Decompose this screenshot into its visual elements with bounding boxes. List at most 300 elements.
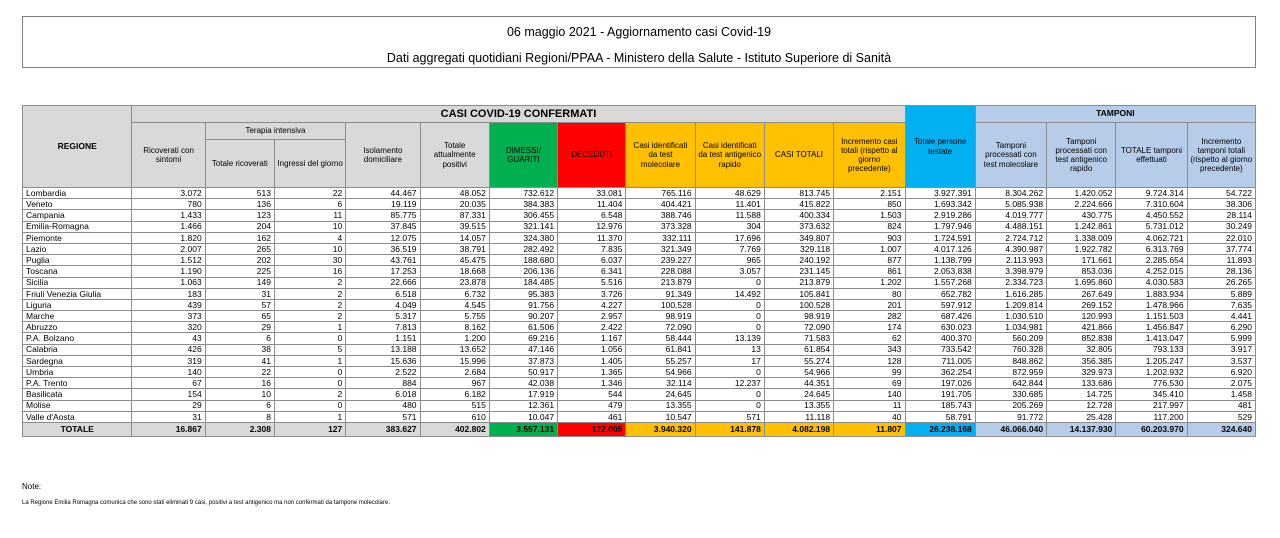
data-cell: 1.034.981 <box>975 322 1046 333</box>
data-cell: 426 <box>132 344 205 355</box>
data-cell: 321.141 <box>489 221 557 232</box>
data-cell: 123 <box>205 210 274 221</box>
data-cell: 14.057 <box>420 232 489 243</box>
data-cell: 850 <box>834 199 905 210</box>
data-cell: 38 <box>205 344 274 355</box>
data-cell: 133.686 <box>1047 378 1116 389</box>
header-ingressi-giorno: Ingressi del giorno <box>274 140 345 188</box>
data-cell: 240.192 <box>764 255 833 266</box>
total-cell: 11.807 <box>834 422 905 436</box>
data-cell: 32.114 <box>626 378 695 389</box>
region-name-cell: Calabria <box>23 344 132 355</box>
data-cell: 128 <box>834 355 905 366</box>
data-cell: 0 <box>695 389 764 400</box>
data-cell: 33.081 <box>558 188 626 199</box>
data-cell: 30 <box>274 255 345 266</box>
data-cell: 0 <box>274 378 345 389</box>
data-cell: 17.253 <box>346 266 420 277</box>
data-cell: 217.997 <box>1116 400 1187 411</box>
data-cell: 100.528 <box>764 299 833 310</box>
data-cell: 3.057 <box>695 266 764 277</box>
data-cell: 50.917 <box>489 367 557 378</box>
data-cell: 0 <box>695 311 764 322</box>
table-row <box>23 333 1256 344</box>
data-cell: 44.351 <box>764 378 833 389</box>
data-cell: 239.227 <box>626 255 695 266</box>
data-cell: 0 <box>274 400 345 411</box>
region-name-cell: Sardegna <box>23 355 132 366</box>
region-name-cell: P.A. Bolzano <box>23 333 132 344</box>
data-cell: 55.257 <box>626 355 695 366</box>
data-cell: 55.274 <box>764 355 833 366</box>
data-cell: 26.265 <box>1187 277 1255 288</box>
total-cell: 14.137.930 <box>1047 422 1116 436</box>
region-name-cell: Puglia <box>23 255 132 266</box>
data-cell: 205.269 <box>975 400 1046 411</box>
data-cell: 0 <box>695 367 764 378</box>
data-cell: 202 <box>205 255 274 266</box>
data-cell: 72.090 <box>764 322 833 333</box>
notes-title: Note: <box>22 482 42 491</box>
data-cell: 2 <box>274 299 345 310</box>
data-cell: 7.769 <box>695 243 764 254</box>
data-cell: 120.993 <box>1047 311 1116 322</box>
region-name-cell: Lazio <box>23 243 132 254</box>
data-cell: 1.503 <box>834 210 905 221</box>
data-cell: 91.349 <box>626 288 695 299</box>
data-cell: 10.547 <box>626 411 695 422</box>
data-cell: 1.209.814 <box>975 299 1046 310</box>
region-name-cell: Valle d'Aosta <box>23 411 132 422</box>
data-cell: 7.635 <box>1187 299 1255 310</box>
data-cell: 162 <box>205 232 274 243</box>
data-cell: 231.145 <box>764 266 833 277</box>
header-tamponi: TAMPONI <box>975 106 1255 123</box>
data-cell: 12.237 <box>695 378 764 389</box>
table-row <box>23 322 1256 333</box>
data-cell: 1 <box>274 355 345 366</box>
data-cell: 29 <box>205 322 274 333</box>
data-cell: 31 <box>132 411 205 422</box>
data-cell: 29 <box>132 400 205 411</box>
data-cell: 5.999 <box>1187 333 1255 344</box>
data-cell: 13.355 <box>764 400 833 411</box>
region-name-cell: Lombardia <box>23 188 132 199</box>
data-cell: 760.328 <box>975 344 1046 355</box>
total-cell: 16.867 <box>132 422 205 436</box>
data-cell: 8.162 <box>420 322 489 333</box>
data-cell: 18.668 <box>420 266 489 277</box>
data-cell: 6.920 <box>1187 367 1255 378</box>
report-subtitle: Dati aggregati quotidiani Regioni/PPAA - Ministero della Salute - Istituto Superiore di Sanità <box>386 51 892 65</box>
data-cell: 48.629 <box>695 188 764 199</box>
data-cell: 13.652 <box>420 344 489 355</box>
region-name-cell: Abruzzo <box>23 322 132 333</box>
data-cell: 404.421 <box>626 199 695 210</box>
data-cell: 388.746 <box>626 210 695 221</box>
data-cell: 85.775 <box>346 210 420 221</box>
data-cell: 71.583 <box>764 333 833 344</box>
data-cell: 62 <box>834 333 905 344</box>
data-cell: 31 <box>205 288 274 299</box>
data-cell: 140 <box>834 389 905 400</box>
table-row <box>23 389 1256 400</box>
data-cell: 853.036 <box>1047 266 1116 277</box>
data-cell: 2 <box>274 288 345 299</box>
data-cell: 100.528 <box>626 299 695 310</box>
data-cell: 479 <box>558 400 626 411</box>
covid-data-table <box>22 105 1256 437</box>
data-cell: 1.512 <box>132 255 205 266</box>
data-cell: 884 <box>346 378 420 389</box>
data-cell: 5.731.012 <box>1116 221 1187 232</box>
region-name-cell: Piemonte <box>23 232 132 243</box>
total-cell: 3.557.131 <box>489 422 557 436</box>
data-cell: 304 <box>695 221 764 232</box>
data-cell: 197.026 <box>905 378 975 389</box>
data-cell: 1.205.247 <box>1116 355 1187 366</box>
data-cell: 47.146 <box>489 344 557 355</box>
notes-text: La Regione Emilia Romagna comunica che sono stati eliminati 9 casi, positivi a test antigenico ma non confermati da tampone molecolare. <box>22 500 390 506</box>
data-cell: 1.413.047 <box>1116 333 1187 344</box>
header-casi-antigenico: Casi identificati da test antigenico rapido <box>695 123 764 188</box>
report-title: 06 maggio 2021 - Aggiornamento casi Covid-19 <box>506 25 772 39</box>
data-cell: 529 <box>1187 411 1255 422</box>
data-cell: 306.455 <box>489 210 557 221</box>
data-cell: 45.475 <box>420 255 489 266</box>
data-cell: 776.530 <box>1116 378 1187 389</box>
data-cell: 1.030.510 <box>975 311 1046 322</box>
data-cell: 1.922.782 <box>1047 243 1116 254</box>
data-cell: 174 <box>834 322 905 333</box>
data-cell: 2 <box>274 277 345 288</box>
data-cell: 560.209 <box>975 333 1046 344</box>
total-cell: 383.627 <box>346 422 420 436</box>
data-cell: 36.519 <box>346 243 420 254</box>
data-cell: 17.919 <box>489 389 557 400</box>
data-cell: 4.545 <box>420 299 489 310</box>
data-cell: 24.645 <box>626 389 695 400</box>
header-incremento-tamponi: Incremento tamponi totali (rispetto al giorno precedente) <box>1187 123 1255 188</box>
data-cell: 171.661 <box>1047 255 1116 266</box>
data-cell: 98.919 <box>626 311 695 322</box>
data-cell: 117.200 <box>1116 411 1187 422</box>
data-cell: 1.138.799 <box>905 255 975 266</box>
region-name-cell: Campania <box>23 210 132 221</box>
data-cell: 877 <box>834 255 905 266</box>
table-row <box>23 311 1256 322</box>
data-cell: 28.114 <box>1187 210 1255 221</box>
table-row <box>23 277 1256 288</box>
total-label-cell: TOTALE <box>23 422 132 436</box>
data-cell: 8 <box>205 411 274 422</box>
data-cell: 1 <box>274 411 345 422</box>
data-cell: 515 <box>420 400 489 411</box>
data-cell: 6.548 <box>558 210 626 221</box>
data-cell: 872.959 <box>975 367 1046 378</box>
data-cell: 6.518 <box>346 288 420 299</box>
data-cell: 87.331 <box>420 210 489 221</box>
total-cell: 324.640 <box>1187 422 1255 436</box>
data-cell: 183 <box>132 288 205 299</box>
table-row <box>23 266 1256 277</box>
data-cell: 349.807 <box>764 232 833 243</box>
data-cell: 13 <box>695 344 764 355</box>
data-cell: 38.306 <box>1187 199 1255 210</box>
data-cell: 24.645 <box>764 389 833 400</box>
data-cell: 903 <box>834 232 905 243</box>
data-cell: 228.088 <box>626 266 695 277</box>
data-cell: 11.118 <box>764 411 833 422</box>
data-cell: 44.467 <box>346 188 420 199</box>
data-cell: 72.090 <box>626 322 695 333</box>
table-row <box>23 299 1256 310</box>
data-cell: 513 <box>205 188 274 199</box>
data-cell: 136 <box>205 199 274 210</box>
data-cell: 1.063 <box>132 277 205 288</box>
data-cell: 23.878 <box>420 277 489 288</box>
data-cell: 9.724.314 <box>1116 188 1187 199</box>
data-cell: 13.355 <box>626 400 695 411</box>
data-cell: 6.182 <box>420 389 489 400</box>
data-cell: 57 <box>205 299 274 310</box>
data-cell: 98.919 <box>764 311 833 322</box>
data-cell: 1.202 <box>834 277 905 288</box>
data-cell: 4.488.151 <box>975 221 1046 232</box>
data-cell: 54.722 <box>1187 188 1255 199</box>
data-cell: 91.772 <box>975 411 1046 422</box>
data-cell: 1.693.342 <box>905 199 975 210</box>
data-cell: 1.405 <box>558 355 626 366</box>
data-cell: 1.695.860 <box>1047 277 1116 288</box>
data-cell: 544 <box>558 389 626 400</box>
data-cell: 430.775 <box>1047 210 1116 221</box>
data-cell: 30.249 <box>1187 221 1255 232</box>
data-cell: 4.062.721 <box>1116 232 1187 243</box>
data-cell: 225 <box>205 266 274 277</box>
data-cell: 22.666 <box>346 277 420 288</box>
data-cell: 362.254 <box>905 367 975 378</box>
data-cell: 267.649 <box>1047 288 1116 299</box>
data-cell: 6.732 <box>420 288 489 299</box>
data-cell: 20.035 <box>420 199 489 210</box>
data-cell: 15.636 <box>346 355 420 366</box>
table-row <box>23 367 1256 378</box>
data-cell: 10.047 <box>489 411 557 422</box>
data-cell: 2.053.838 <box>905 266 975 277</box>
table-row <box>23 243 1256 254</box>
data-cell: 5.085.938 <box>975 199 1046 210</box>
header-totale-ricoverati: Totale ricoverati <box>205 140 274 188</box>
data-cell: 37.845 <box>346 221 420 232</box>
data-cell: 206.136 <box>489 266 557 277</box>
data-cell: 319 <box>132 355 205 366</box>
total-cell: 46.066.040 <box>975 422 1046 436</box>
data-cell: 6 <box>205 333 274 344</box>
data-cell: 965 <box>695 255 764 266</box>
data-cell: 1.724.591 <box>905 232 975 243</box>
data-cell: 12.361 <box>489 400 557 411</box>
total-cell: 3.940.320 <box>626 422 695 436</box>
total-cell: 127 <box>274 422 345 436</box>
data-cell: 1.007 <box>834 243 905 254</box>
data-cell: 149 <box>205 277 274 288</box>
data-cell: 0 <box>274 367 345 378</box>
data-cell: 13.139 <box>695 333 764 344</box>
total-row <box>23 422 1256 436</box>
table-row <box>23 288 1256 299</box>
data-cell: 610 <box>420 411 489 422</box>
data-cell: 39.515 <box>420 221 489 232</box>
region-name-cell: Marche <box>23 311 132 322</box>
data-cell: 3.726 <box>558 288 626 299</box>
table-row <box>23 355 1256 366</box>
region-name-cell: Toscana <box>23 266 132 277</box>
table-row <box>23 378 1256 389</box>
header-tamponi-antigenico: Tamponi processati con test antigenico rapido <box>1047 123 1116 188</box>
region-name-cell: Molise <box>23 400 132 411</box>
data-cell: 22 <box>274 188 345 199</box>
data-cell: 32.805 <box>1047 344 1116 355</box>
data-cell: 4.019.777 <box>975 210 1046 221</box>
data-cell: 415.822 <box>764 199 833 210</box>
data-cell: 1.433 <box>132 210 205 221</box>
data-cell: 400.370 <box>905 333 975 344</box>
data-cell: 1.200 <box>420 333 489 344</box>
data-cell: 6.290 <box>1187 322 1255 333</box>
data-cell: 1.242.861 <box>1047 221 1116 232</box>
header-casi-confermati: CASI COVID-19 CONFERMATI <box>132 106 905 123</box>
region-name-cell: Basilicata <box>23 389 132 400</box>
table-row <box>23 188 1256 199</box>
table-row <box>23 400 1256 411</box>
data-cell: 813.745 <box>764 188 833 199</box>
data-cell: 4.450.552 <box>1116 210 1187 221</box>
header-totale-persone-testate: Totale persone testate <box>905 106 975 188</box>
data-cell: 384.383 <box>489 199 557 210</box>
data-cell: 185.743 <box>905 400 975 411</box>
data-cell: 852.838 <box>1047 333 1116 344</box>
data-cell: 345.410 <box>1116 389 1187 400</box>
data-cell: 765.116 <box>626 188 695 199</box>
data-cell: 13.188 <box>346 344 420 355</box>
data-cell: 22 <box>205 367 274 378</box>
data-cell: 1.797.946 <box>905 221 975 232</box>
data-cell: 1 <box>274 322 345 333</box>
data-cell: 282 <box>834 311 905 322</box>
data-cell: 1.557.268 <box>905 277 975 288</box>
header-incremento-casi: Incremento casi totali (rispetto al giorno precedente) <box>834 123 905 188</box>
data-cell: 373.328 <box>626 221 695 232</box>
data-cell: 6.018 <box>346 389 420 400</box>
data-cell: 652.782 <box>905 288 975 299</box>
data-cell: 861 <box>834 266 905 277</box>
data-cell: 67 <box>132 378 205 389</box>
data-cell: 282.492 <box>489 243 557 254</box>
region-name-cell: Liguria <box>23 299 132 310</box>
data-cell: 11.893 <box>1187 255 1255 266</box>
data-cell: 2.075 <box>1187 378 1255 389</box>
header-deceduti: DECEDUTI <box>558 123 626 188</box>
data-cell: 2.285.654 <box>1116 255 1187 266</box>
data-cell: 642.844 <box>975 378 1046 389</box>
data-cell: 17.696 <box>695 232 764 243</box>
data-cell: 12.075 <box>346 232 420 243</box>
header-terapia-intensiva: Terapia intensiva <box>205 123 346 140</box>
data-cell: 265 <box>205 243 274 254</box>
data-cell: 58.444 <box>626 333 695 344</box>
data-cell: 99 <box>834 367 905 378</box>
data-cell: 1.056 <box>558 344 626 355</box>
data-cell: 11 <box>274 210 345 221</box>
header-tamponi-molecolare: Tamponi processati con test molecolare <box>975 123 1046 188</box>
data-cell: 17 <box>695 355 764 366</box>
data-cell: 630.023 <box>905 322 975 333</box>
data-cell: 204 <box>205 221 274 232</box>
region-name-cell: Umbria <box>23 367 132 378</box>
header-ricoverati-sintomi: Ricoverati con sintomi <box>132 123 205 188</box>
data-cell: 15.996 <box>420 355 489 366</box>
data-cell: 91.756 <box>489 299 557 310</box>
data-cell: 43.761 <box>346 255 420 266</box>
table-row <box>23 411 1256 422</box>
table-row <box>23 210 1256 221</box>
data-cell: 1.346 <box>558 378 626 389</box>
table-row <box>23 255 1256 266</box>
data-cell: 2.957 <box>558 311 626 322</box>
data-cell: 343 <box>834 344 905 355</box>
data-cell: 0 <box>695 322 764 333</box>
data-cell: 1.151 <box>346 333 420 344</box>
data-cell: 54.966 <box>626 367 695 378</box>
data-cell: 824 <box>834 221 905 232</box>
data-cell: 191.705 <box>905 389 975 400</box>
data-cell: 4.252.015 <box>1116 266 1187 277</box>
data-cell: 2.422 <box>558 322 626 333</box>
data-cell: 373.632 <box>764 221 833 232</box>
data-cell: 1.820 <box>132 232 205 243</box>
data-cell: 2.919.286 <box>905 210 975 221</box>
data-cell: 5.889 <box>1187 288 1255 299</box>
data-cell: 3.927.391 <box>905 188 975 199</box>
data-cell: 65 <box>205 311 274 322</box>
data-cell: 320 <box>132 322 205 333</box>
total-cell: 2.308 <box>205 422 274 436</box>
data-cell: 329.118 <box>764 243 833 254</box>
header-totale-tamponi: TOTALE tamponi effettuati <box>1116 123 1187 188</box>
data-cell: 6.313.769 <box>1116 243 1187 254</box>
data-cell: 2.224.666 <box>1047 199 1116 210</box>
data-cell: 6.037 <box>558 255 626 266</box>
data-cell: 95.383 <box>489 288 557 299</box>
data-cell: 321.349 <box>626 243 695 254</box>
data-cell: 421.866 <box>1047 322 1116 333</box>
data-cell: 14.725 <box>1047 389 1116 400</box>
data-cell: 571 <box>346 411 420 422</box>
data-cell: 1.458 <box>1187 389 1255 400</box>
data-cell: 480 <box>346 400 420 411</box>
data-cell: 58.791 <box>905 411 975 422</box>
data-cell: 332.111 <box>626 232 695 243</box>
data-cell: 10 <box>274 243 345 254</box>
data-cell: 848.862 <box>975 355 1046 366</box>
data-cell: 967 <box>420 378 489 389</box>
data-cell: 188.680 <box>489 255 557 266</box>
data-cell: 2.684 <box>420 367 489 378</box>
total-cell: 141.878 <box>695 422 764 436</box>
header-isolamento: Isolamento domiciliare <box>346 123 420 188</box>
data-cell: 330.685 <box>975 389 1046 400</box>
